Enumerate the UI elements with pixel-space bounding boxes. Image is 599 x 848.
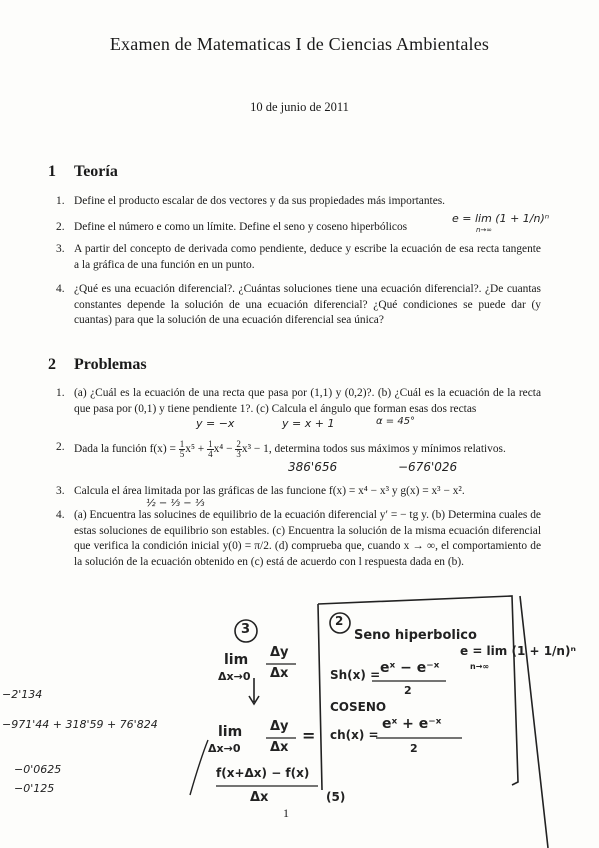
handwritten-dx-2: Δx — [270, 740, 289, 755]
handwritten-margin-1: −2'134 — [2, 688, 43, 701]
handwritten-ch-left: ch(x) = — [330, 728, 379, 742]
item-text: Define el producto escalar de dos vectores y da sus propiedades más importantes. — [74, 195, 446, 207]
handwritten-e-limit-margin: e = lim (1 + 1/n)ⁿ — [452, 212, 550, 225]
handwritten-sh-numerator: eˣ − e⁻ˣ — [380, 660, 440, 676]
item-number: 1. — [56, 387, 65, 399]
item-text: ¿Qué es una ecuación diferencial?. ¿Cuántas soluciones tiene una ecuación diferencial?. ¿De cuantas constantes depende la solución de una ecuación diferencial? ¿Qué condiciones se puede dar (y cuantas) para que la solución de una ecuación diferencial sea única? — [74, 283, 541, 326]
handwritten-e-limit-right: e = lim (1 + 1/n)ⁿ — [460, 644, 576, 658]
handwritten-dy-1: Δy — [270, 645, 289, 660]
fraction-1-5: $\frac{1}{5}$ — [179, 439, 185, 459]
handwritten-line-2: y = x + 1 — [282, 417, 335, 430]
item-number: 2. — [56, 441, 65, 453]
handwritten-lim-b: lim — [218, 724, 243, 740]
handwritten-ch-numerator: eˣ + e⁻ˣ — [382, 716, 442, 732]
fraction-1-4: $\frac{1}{4}$ — [208, 439, 213, 459]
fraction-2-3: $\frac{2}{3}$ — [236, 439, 241, 459]
handwritten-lim-a: lim — [224, 652, 249, 668]
item-text: Define el número e como un límite. Define el seno y coseno hiperbólicos — [74, 221, 408, 233]
item-number: 3. — [56, 243, 65, 255]
exam-date: 10 de junio de 2011 — [250, 100, 349, 114]
item-text: (a) Encuentra las solucines de equilibrio de la ecuación diferencial y′ = − tg y. (b) Determina cuales de estas soluciones de equilibrio son estables. (c) Encuentra la solución de la misma ecuación diferencial que verifica la condición inicial y(0) = π/2. (d) comprueba que, cuando x → ∞, el comportamiento de la solución de la ecuación obtenido en (c) está de acuerdo con l respuesta dada en (b). — [74, 509, 541, 568]
term-x4: x⁴ − — [213, 443, 233, 456]
handwritten-margin-3: −0'0625 — [14, 763, 62, 776]
handwritten-dx-1: Δx — [270, 666, 289, 681]
section-2-title: Problemas — [74, 356, 147, 373]
item-number: 4. — [56, 283, 65, 295]
handwritten-ch-denominator: 2 — [410, 742, 418, 755]
item-number: 4. — [56, 509, 65, 521]
handwritten-sub-2: Δx→0 — [208, 742, 241, 755]
circled-number-3: 3 — [241, 622, 251, 637]
handwritten-coseno: COSENO — [330, 700, 387, 714]
item-number: 2. — [56, 221, 65, 233]
handwritten-sh-left: Sh(x) = — [330, 668, 381, 682]
handwritten-margin-4: −0'125 — [14, 782, 55, 795]
item-text: Calcula el área limitada por las gráficas de las funcione f(x) = x⁴ − x³ y g(x) = x³ − x². — [74, 485, 465, 497]
term-x5: x⁵ + — [185, 443, 205, 456]
item-text: A partir del concepto de derivada como pendiente, deduce y escribe la ecuación de esa recta tangente a la gráfica de una función en un punto. — [74, 243, 541, 271]
handwritten-bottom-denominator: Δx — [250, 790, 269, 805]
term-x3: x³ − 1 — [241, 443, 269, 456]
page-number: 1 — [283, 806, 289, 820]
handwritten-angle: α = 45° — [376, 416, 416, 427]
item-text-after: , determina todos sus máximos y mínimos relativos. — [268, 443, 506, 456]
section-1-title: Teoría — [74, 163, 118, 180]
handwritten-equals: = — [302, 726, 316, 745]
handwritten-margin-2: −971'44 + 318'59 + 76'824 — [2, 718, 158, 731]
handwritten-bottom-tag: (5) — [326, 790, 346, 804]
item-text: (a) ¿Cuál es la ecuación de una recta que pasa por (1,1) y (0,2)?. (b) ¿Cuál es la ecuación de la recta que pasa por (0,1) y tiene pendiente 1?. (c) Calcula el ángulo que forman esas dos rectas — [74, 387, 541, 415]
handwritten-e-limit-margin-sub: n→∞ — [476, 226, 493, 234]
item-number: 3. — [56, 485, 65, 497]
item-text-before: Dada la función f(x) = — [74, 443, 176, 456]
handwritten-sh-denominator: 2 — [404, 684, 412, 697]
handwritten-dy-2: Δy — [270, 719, 289, 734]
section-1-number: 1 — [48, 163, 56, 180]
handwritten-e-limit-right-sub: n→∞ — [470, 662, 490, 671]
handwritten-seno-hiperbolico: Seno hiperbolico — [354, 628, 477, 643]
handwritten-bottom-numerator: f(x+Δx) − f(x) — [216, 766, 310, 780]
circled-number-2: 2 — [335, 614, 344, 628]
handwritten-min-value: −676'026 — [398, 460, 458, 474]
handwritten-line-1: y = −x — [196, 417, 235, 430]
handwritten-max-value: 386'656 — [288, 460, 338, 474]
handwritten-sub-1: Δx→0 — [218, 670, 251, 683]
section-2-number: 2 — [48, 356, 56, 373]
handwritten-fractions: ½ − ⅓ − ⅓ — [146, 498, 205, 509]
item-number: 1. — [56, 195, 65, 207]
exam-title: Examen de Matematicas I de Ciencias Ambientales — [109, 34, 490, 54]
